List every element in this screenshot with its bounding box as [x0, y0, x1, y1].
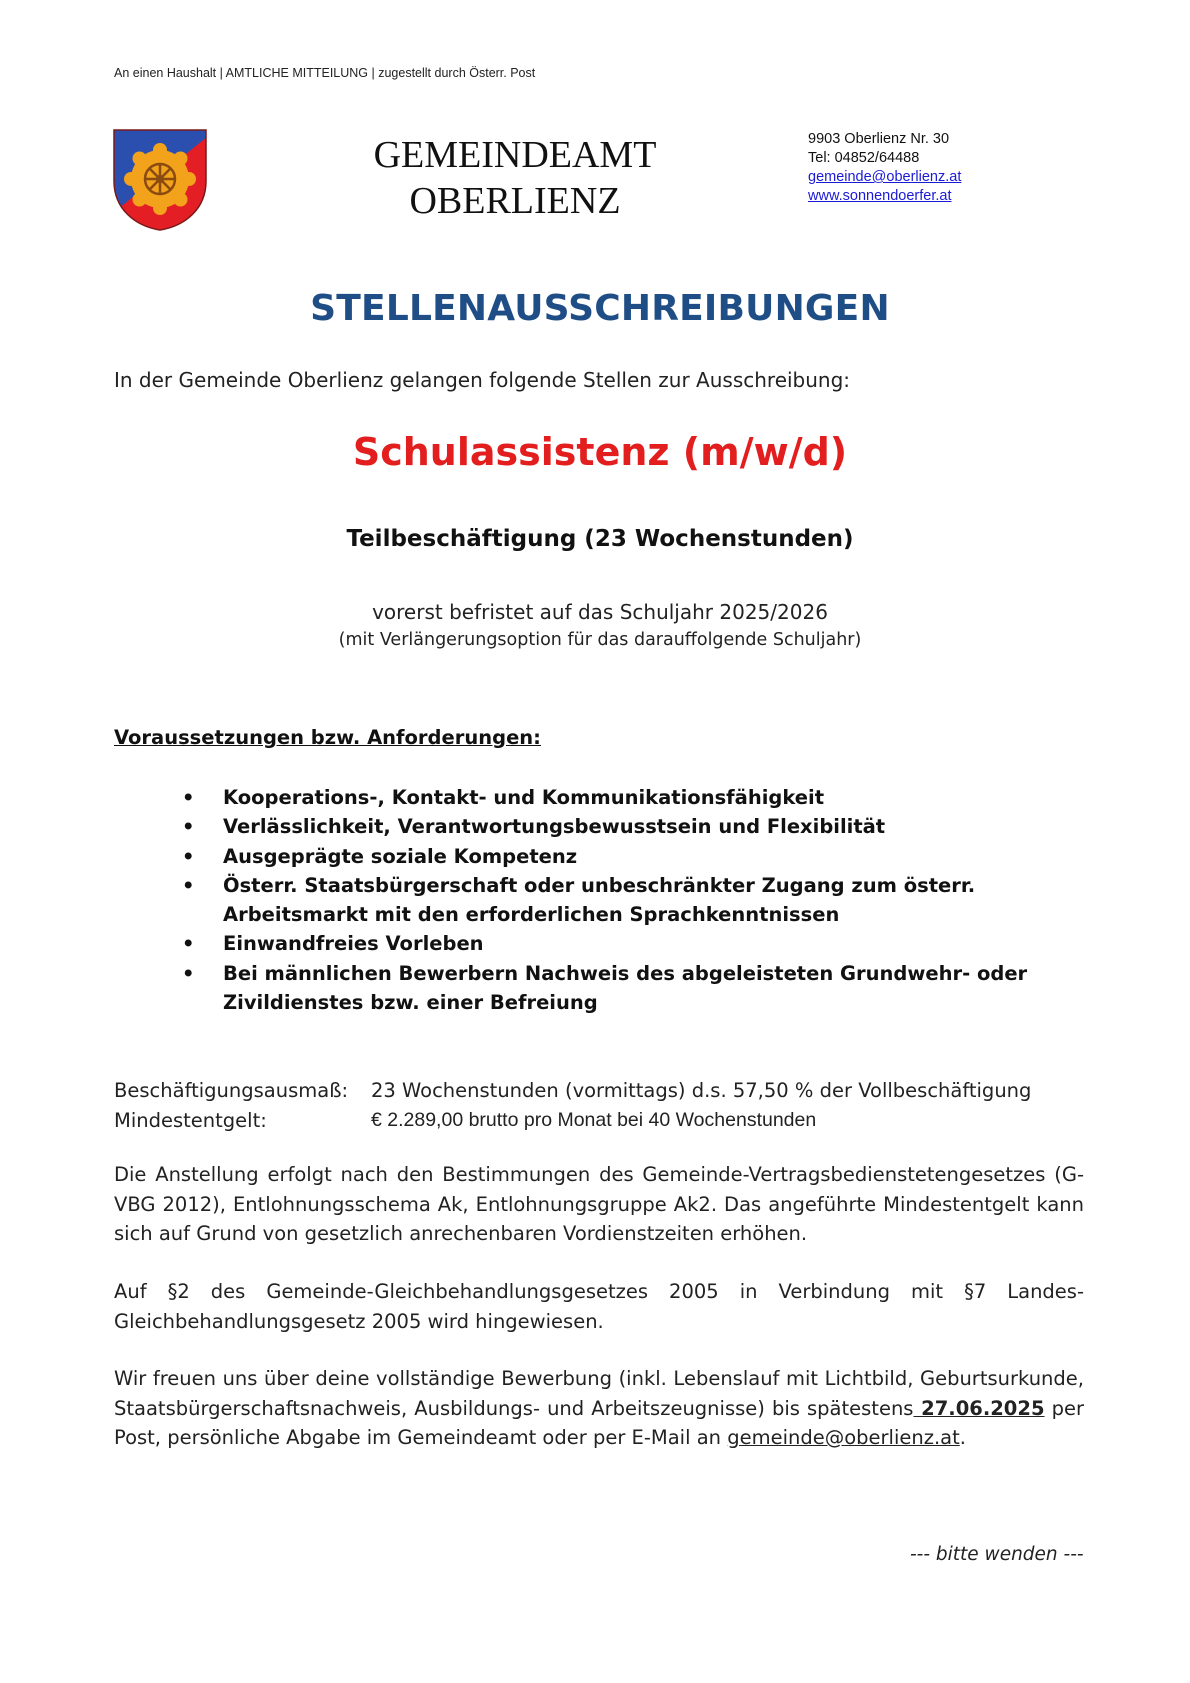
list-item: • Österr. Staatsbürgerschaft oder unbeschränkter Zugang zum österr. Arbeitsmarkt mit den erforderlichen Sprachkenntnissen	[182, 871, 1102, 930]
scope-label: Beschäftigungsausmaß:	[114, 1079, 349, 1102]
list-item: • Bei männlichen Bewerbern Nachweis des abgeleisteten Grundwehr- oder Zivildienstes bzw. einer Befreiung	[182, 959, 1102, 1018]
office-title	[300, 132, 730, 224]
email-link[interactable]: gemeinde@oberlienz.at	[808, 169, 962, 185]
list-item: • Einwandfreies Vorleben	[182, 929, 1102, 958]
application-paragraph: Wir freuen uns über deine vollständige Bewerbung (inkl. Lebenslauf mit Lichtbild, Geburtsurkunde, Staatsbürgerschaftsnachweis, Ausbildungs- und Arbeitszeugnisse) bis spätestens 27.06.2025 per Post, persönliche Abgabe im Gemeindeamt oder per E-Mail an gemeinde@oberlienz.at.	[114, 1367, 1084, 1450]
pay-label: Mindestentgelt:	[114, 1108, 267, 1132]
scope-row	[114, 1076, 1031, 1106]
bullet-icon: •	[182, 873, 195, 897]
website-link[interactable]: www.sonnendoerfer.at	[808, 188, 952, 204]
bullet-icon: •	[182, 815, 195, 839]
list-item: • Ausgeprägte soziale Kompetenz	[182, 842, 1102, 871]
scope-value: 23 Wochenstunden (vormittags) d.s. 57,50 % der Vollbeschäftigung	[371, 1079, 1032, 1102]
bullet-icon: •	[182, 844, 195, 868]
address: 9903 Oberlienz Nr. 30	[808, 131, 950, 147]
list-item: • Kooperations-, Kontakt- und Kommunikationsfähigkeit	[182, 783, 1102, 812]
requirements-heading: Voraussetzungen bzw. Anforderungen:	[114, 726, 541, 749]
requirements-list	[182, 783, 1102, 1017]
job-title: Schulassistenz (m/w/d)	[352, 430, 848, 474]
pay-value: € 2.289,00 brutto pro Monat bei 40 Wochenstunden	[371, 1108, 817, 1131]
equality-paragraph: Auf §2 des Gemeinde-Gleichbehandlungsgesetzes 2005 in Verbindung mit §7 Landes-Gleichbehandlungsgesetz 2005 wird hingewiesen.	[114, 1280, 1084, 1333]
job-limit: vorerst befristet auf das Schuljahr 2025/2026	[372, 600, 828, 624]
municipal-coat-of-arms-icon	[113, 129, 207, 231]
bullet-icon: •	[182, 786, 195, 809]
job-extension: (mit Verlängerungsoption für das darauffolgende Schuljahr)	[338, 630, 862, 650]
list-item: • Verlässlichkeit, Verantwortungsbewusstsein und Flexibilität	[182, 812, 1102, 841]
bullet-icon: •	[182, 932, 195, 956]
employment-paragraph: Die Anstellung erfolgt nach den Bestimmungen des Gemeinde-Vertragsbedienstetengesetzes (G-VBG 2012), Entlohnungsschema Ak, Entlohnungsgruppe Ak2. Das angeführte Mindestentgelt kann sich auf Grund von gesetzlich anrechenbaren Vordienstzeiten erhöhen.	[114, 1163, 1084, 1246]
turn-over-note: --- bitte wenden ---	[910, 1544, 1084, 1565]
contact-block	[808, 130, 961, 206]
office-title-line2: OBERLIENZ	[409, 180, 621, 222]
phone: Tel: 04852/64488	[808, 150, 920, 166]
employment-facts	[114, 1076, 1031, 1135]
pay-row	[114, 1106, 1031, 1136]
office-title-line1: GEMEINDEAMT	[373, 134, 657, 176]
application-email-link[interactable]: gemeinde@oberlienz.at	[727, 1426, 960, 1450]
application-deadline: 27.06.2025	[913, 1396, 1045, 1420]
page-title: STELLENAUSSCHREIBUNGEN	[310, 288, 890, 329]
job-subtitle: Teilbeschäftigung (23 Wochenstunden)	[346, 526, 854, 552]
bullet-icon: •	[182, 961, 195, 985]
mailing-notice: An einen Haushalt | AMTLICHE MITTEILUNG | zugestellt durch Österr. Post	[114, 66, 536, 80]
intro-text: In der Gemeinde Oberlienz gelangen folgende Stellen zur Ausschreibung:	[114, 368, 851, 392]
